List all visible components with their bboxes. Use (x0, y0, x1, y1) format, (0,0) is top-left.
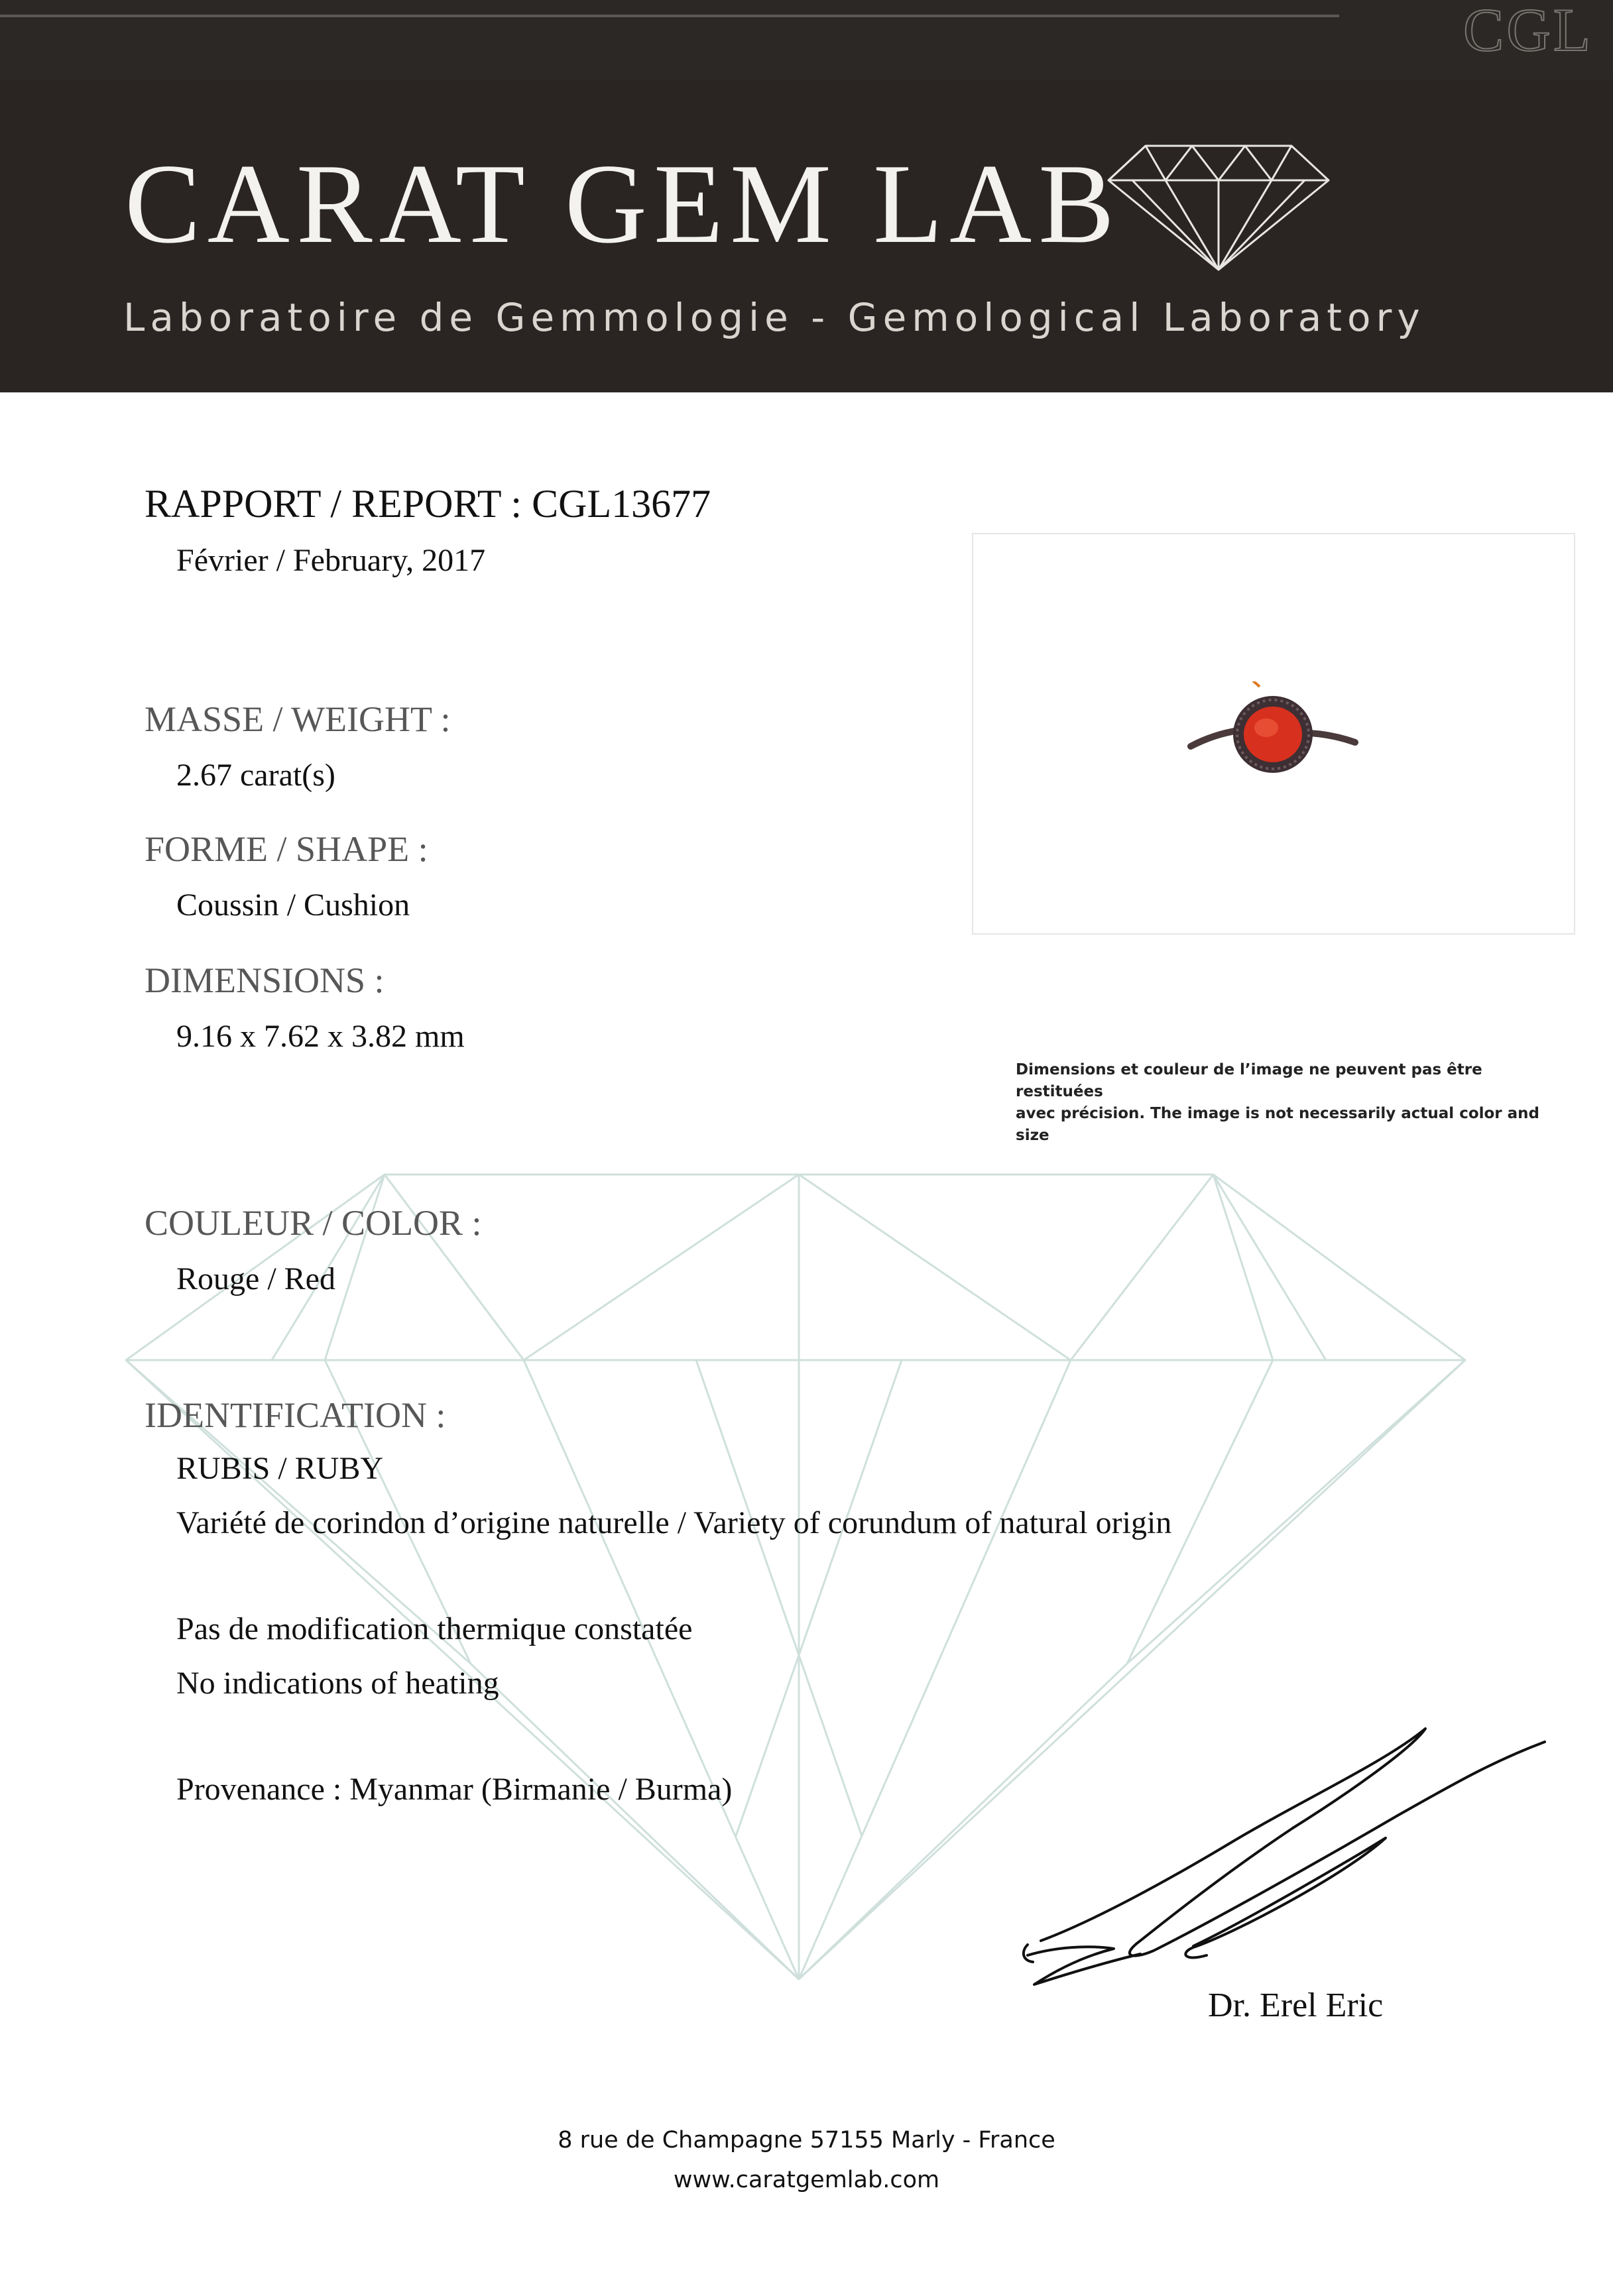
handwritten-signature (1014, 1722, 1558, 2027)
diamond-outline-icon (1106, 141, 1331, 273)
report-date: Février / February, 2017 (176, 543, 486, 578)
disclaimer-line-2: avec précision. The image is not necessarily actual color and size (1016, 1105, 1540, 1144)
footer-address: 8 rue de Champagne 57155 Marly - France (558, 2127, 1055, 2153)
treatment-text-en: No indications of heating (176, 1666, 499, 1701)
shape-value: Coussin / Cushion (176, 888, 410, 923)
dimensions-value: 9.16 x 7.62 x 3.82 mm (176, 1019, 465, 1054)
footer-website: www.caratgemlab.com (673, 2167, 940, 2193)
top-strip (0, 0, 1613, 80)
weight-value: 2.67 carat(s) (176, 758, 335, 793)
brand-subtitle: Laboratoire de Gemmologie - Gemological Laboratory (123, 295, 1425, 340)
weight-label: MASSE / WEIGHT : (145, 699, 451, 739)
identification-value: RUBIS / RUBY (176, 1451, 384, 1486)
dimensions-label: DIMENSIONS : (145, 960, 385, 1000)
disclaimer-line-1: Dimensions et couleur de l’image ne peuvent pas être restituées (1016, 1061, 1482, 1100)
top-strip-rule (0, 15, 1339, 17)
corner-monogram: CGL (1463, 0, 1593, 64)
report-number: RAPPORT / REPORT : CGL13677 (145, 482, 711, 526)
color-label: COULEUR / COLOR : (145, 1203, 482, 1243)
provenance-text: Provenance : Myanmar (Birmanie / Burma) (176, 1772, 733, 1807)
identification-label: IDENTIFICATION : (145, 1395, 446, 1435)
shape-label: FORME / SHAPE : (145, 829, 428, 869)
color-value: Rouge / Red (176, 1261, 335, 1296)
brand-title: CARAT GEM LAB (125, 141, 1121, 267)
treatment-text-fr: Pas de modification thermique constatée (176, 1611, 693, 1646)
photo-disclaimer (1016, 1059, 1559, 1147)
ruby-ring-image (1187, 681, 1359, 787)
signer-name: Dr. Erel Eric (1208, 1986, 1384, 2024)
variety-text: Variété de corindon d’origine naturelle / Variety of corundum of natural origin (176, 1505, 1172, 1540)
